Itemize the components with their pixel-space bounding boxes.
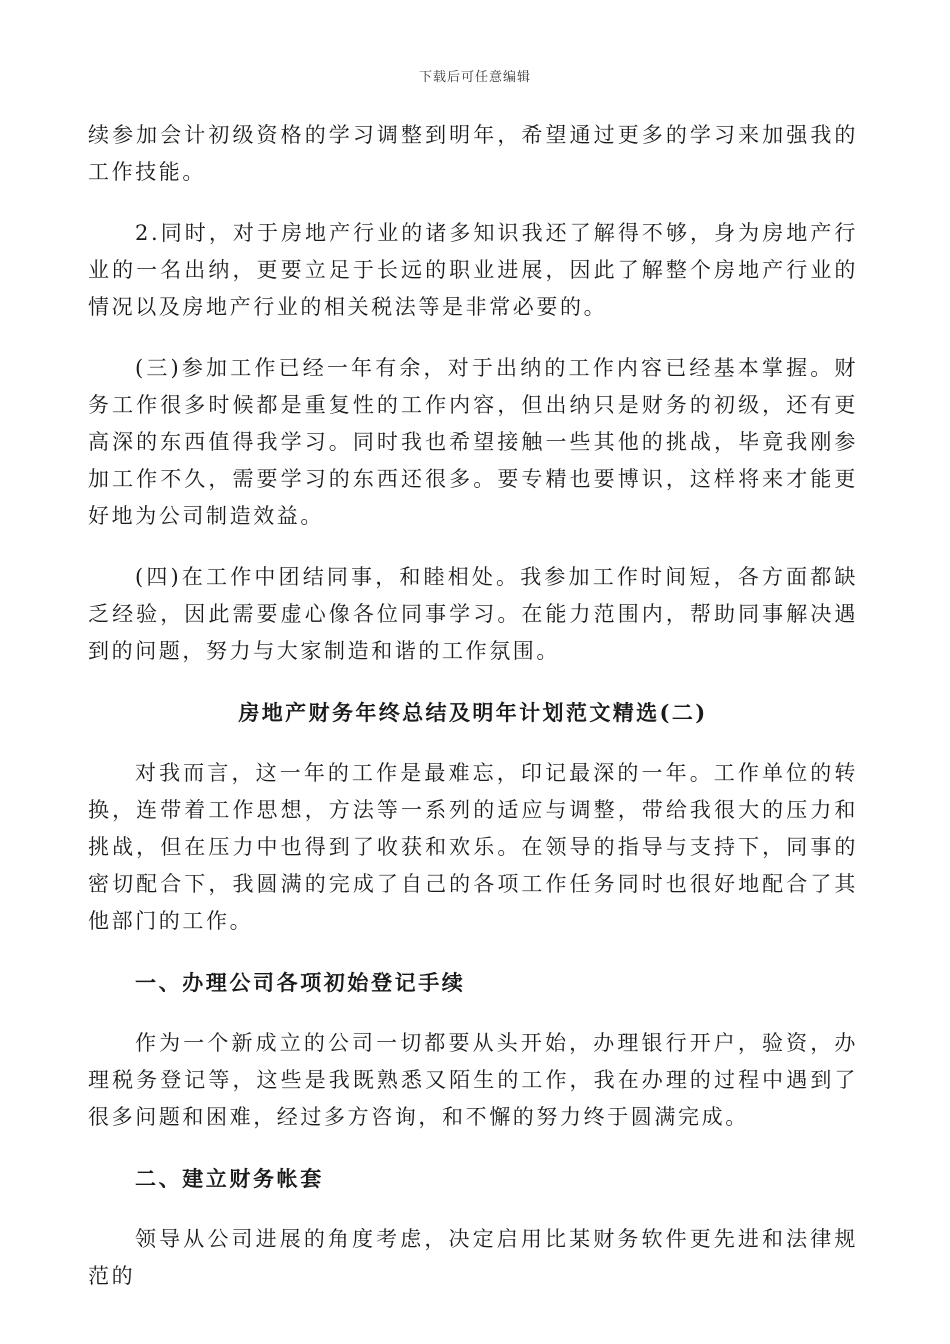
page-header: 下载后可任意编辑 [418, 70, 531, 85]
paragraph-accounts: 领导从公司进展的角度考虑，决定启用比某财务软件更先进和法律规范的 [88, 1227, 858, 1288]
paragraph-item-4: (四)在工作中团结同事，和睦相处。我参加工作时间短，各方面都缺乏经验，因此需要虚心像各位同事学习。在能力范围内，帮助同事解决遇到的问题，努力与大家制造和谐的工作氛围。 [88, 565, 858, 663]
paragraph-item-2: 2.同时，对于房地产行业的诸多知识我还了解得不够，身为房地产行业的一名出纳，更要立足于长远的职业进展，因此了解整个房地产行业的情况以及房地产行业的相关税法等是非常必要的。 [88, 221, 858, 319]
paragraph-intro: 对我而言，这一年的工作是最难忘，印记最深的一年。工作单位的转换，连带着工作思想，方法等一系列的适应与调整，带给我很大的压力和挑战，但在压力中也得到了收获和欢乐。在领导的指导与支持下，同事的密切配合下，我圆满的完成了自己的各项工作任务同时也很好地配合了其他部门的工作。 [88, 761, 858, 933]
paragraph-registration: 作为一个新成立的公司一切都要从头开始，办理银行开户，验资，办理税务登记等，这些是我既熟悉又陌生的工作，我在办理的过程中遇到了很多问题和困难，经过多方咨询，和不懈的努力终于圆满完成。 [88, 1031, 858, 1129]
paragraph-item-3: (三)参加工作已经一年有余，对于出纳的工作内容已经基本掌握。财务工作很多时候都是重复性的工作内容，但出纳只是财务的初级，还有更高深的东西值得我学习。同时我也希望接触一些其他的挑战，毕竟我刚参加工作不久，需要学习的东西还很多。要专精也要博识，这样将来才能更好地为公司制造效益。 [88, 356, 858, 528]
document-body [88, 117, 858, 1319]
heading-registration: 一、办理公司各项初始登记手续 [135, 970, 466, 995]
heading-accounts: 二、建立财务帐套 [135, 1166, 324, 1191]
paragraph-continuation: 续参加会计初级资格的学习调整到明年，希望通过更多的学习来加强我的工作技能。 [88, 123, 858, 184]
section-title: 房地产财务年终总结及明年计划范文精选(二) [238, 700, 708, 725]
